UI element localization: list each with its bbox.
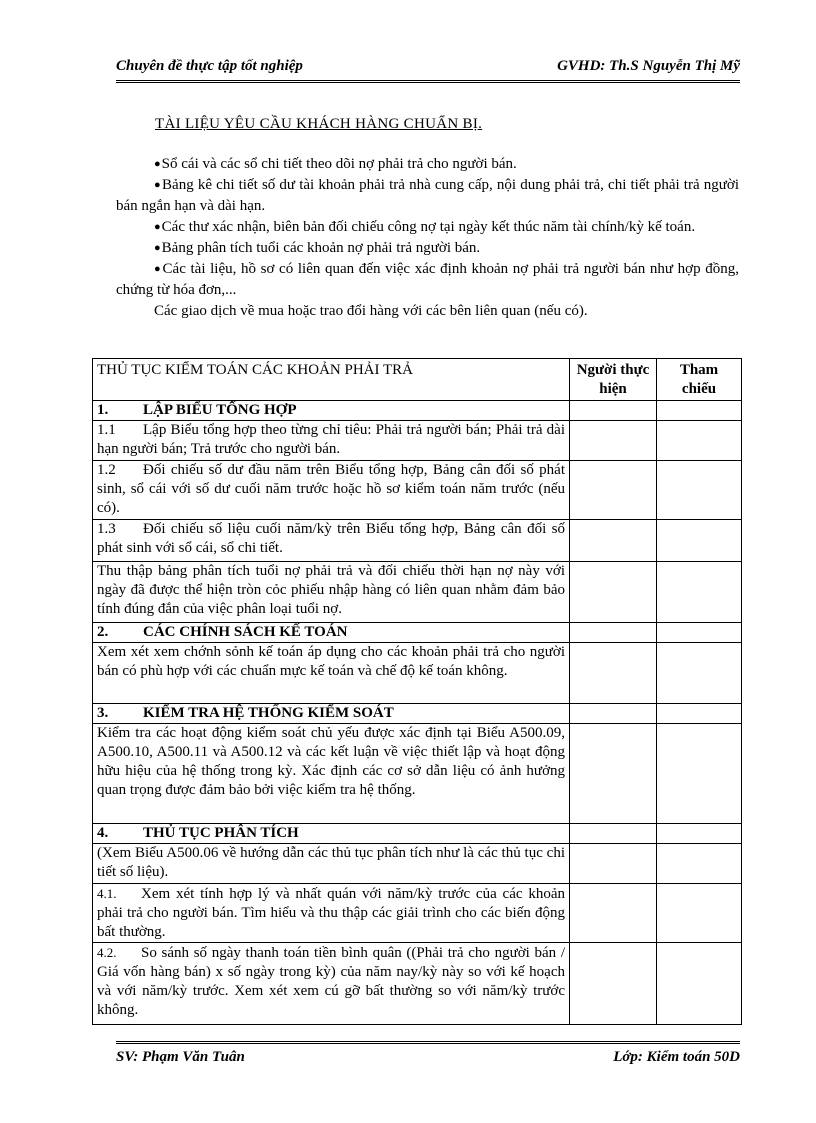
section-heading: CÁC CHÍNH SÁCH KẾ TOÁN [143, 624, 348, 640]
table-row [93, 623, 742, 643]
table-row [93, 643, 742, 704]
supervisor-name: GVHD: Th.S Nguyễn Thị Mỹ [557, 58, 740, 74]
procedure-text: Đối chiếu số dư đầu năm trên Biểu tổng hợp, Bảng cân đối số phát sinh, sổ cái với số dư cuối năm trước hoặc hồ sơ kiểm toán năm trước (nếu có). [97, 462, 565, 516]
section-heading: THỦ TỤC PHÂN TÍCH [143, 825, 299, 841]
table-row [93, 724, 742, 824]
procedure-text: Thu thập bảng phân tích tuổi nợ phải trả và đối chiếu thời hạn nợ này với ngày đã được thể hiện tròn cỏc phiếu nhập hàng có liên quan nhằm đảm bảo tính đúng đắn của việc phân loại tuổi nợ. [93, 562, 570, 623]
table-row [93, 884, 742, 943]
required-documents-list [116, 154, 739, 322]
table-row [93, 401, 742, 421]
procedure-text: Xem xét xem chớnh sỏnh kế toán áp dụng cho các khoản phải trả cho người bán có phù hợp với các chuẩn mực kế toán và chế độ kế toán không. [93, 643, 570, 704]
procedure-text: Xem xét tính hợp lý và nhất quán với năm/kỳ trước của các khoản phải trả cho người bán. Tìm hiểu và thu thập các giải trình cho các biến động bất thường. [97, 886, 565, 940]
step-number: 4.1. [97, 886, 117, 901]
section-heading: LẬP BIỂU TỔNG HỢP [143, 402, 297, 418]
procedure-text: Đối chiếu số liệu cuối năm/kỳ trên Biểu tổng hợp, Bảng cân đối số phát sinh với sổ cái, sổ chi tiết. [97, 521, 565, 556]
page-header [116, 58, 740, 83]
table-row [93, 844, 742, 884]
step-number: 4.2. [97, 945, 117, 960]
table-header-row [93, 359, 742, 401]
section-title: TÀI LIỆU YÊU CẦU KHÁCH HÀNG CHUẨN BỊ. [155, 116, 483, 132]
step-number: 1.2 [97, 462, 116, 478]
procedure-text: (Xem Biểu A500.06 về hướng dẫn các thủ tục phân tích như là các thủ tục chi tiết số liệu). [93, 844, 570, 884]
table-row [93, 421, 742, 461]
procedure-text: Lập Biểu tổng hợp theo từng chỉ tiêu: Phải trả người bán; Phải trả dài hạn người bán; Trả trước cho người bán. [97, 422, 565, 457]
step-number: 4. [97, 825, 109, 841]
procedure-text: Kiểm tra các hoạt động kiểm soát chủ yếu được xác định tại Biểu A500.09, A500.10, A500.11 và A500.12 và các kết luận về việc thiết lập và hoạt động hữu hiệu của hệ thống trong kỳ. Xác định các cơ sở dẫn liệu có ảnh hưởng quan trọng được đảm bảo bởi việc kiểm tra hệ thống. [93, 724, 570, 824]
table-row [93, 520, 742, 562]
student-name: SV: Phạm Văn Tuân [116, 1049, 245, 1065]
bullet-icon: ● [154, 263, 162, 275]
table-row [93, 461, 742, 520]
related-party-note: Các giao dịch về mua hoặc trao đổi hàng với các bên liên quan (nếu có). [154, 303, 588, 319]
reference-column-header: Tham chiếu [657, 359, 742, 401]
procedure-text: So sánh số ngày thanh toán tiền bình quân ((Phải trả cho người bán / Giá vốn hàng bán) x số ngày trong kỳ) của năm nay/kỳ này so với kế hoạch và với năm/kỳ trước. Xem xét xem cú gỡ bất thường so với năm/kỳ trước không. [97, 945, 565, 1018]
performer-column-header: Người thực hiện [570, 359, 657, 401]
class-name: Lớp: Kiểm toán 50D [613, 1049, 740, 1065]
list-item: ●Các tài liệu, hồ sơ có liên quan đến việc xác định khoản nợ phải trả người bán như hợp đồng, chứng từ hóa đơn,... [116, 261, 739, 298]
list-item: ●Các thư xác nhận, biên bản đối chiếu công nợ tại ngày kết thúc năm tài chính/kỳ kế toán. [154, 219, 696, 235]
list-item: ●Sổ cái và các sổ chi tiết theo dõi nợ phải trả cho người bán. [154, 156, 517, 172]
report-title: Chuyên đề thực tập tốt nghiệp [116, 58, 303, 74]
procedure-column-header: THỦ TỤC KIỂM TOÁN CÁC KHOẢN PHẢI TRẢ [93, 359, 570, 401]
table-row [93, 943, 742, 1025]
list-item: ●Bảng phân tích tuổi các khoản nợ phải trả người bán. [154, 240, 481, 256]
bullet-icon: ● [154, 158, 161, 170]
step-number: 1.3 [97, 521, 116, 537]
bullet-icon: ● [154, 179, 162, 191]
section-heading: KIỂM TRA HỆ THỐNG KIỂM SOÁT [143, 705, 394, 721]
step-number: 3. [97, 705, 109, 721]
step-number: 2. [97, 624, 109, 640]
table-row [93, 824, 742, 844]
step-number: 1. [97, 402, 109, 418]
table-row [93, 562, 742, 623]
step-number: 1.1 [97, 422, 116, 438]
audit-procedures-table [92, 358, 742, 1025]
bullet-icon: ● [154, 242, 161, 254]
page-footer [116, 1041, 740, 1068]
bullet-icon: ● [154, 221, 161, 233]
table-row [93, 704, 742, 724]
list-item: ●Bảng kê chi tiết số dư tài khoản phải trả nhà cung cấp, nội dung phải trả, chi tiết phải trả người bán ngắn hạn và dài hạn. [116, 177, 739, 214]
